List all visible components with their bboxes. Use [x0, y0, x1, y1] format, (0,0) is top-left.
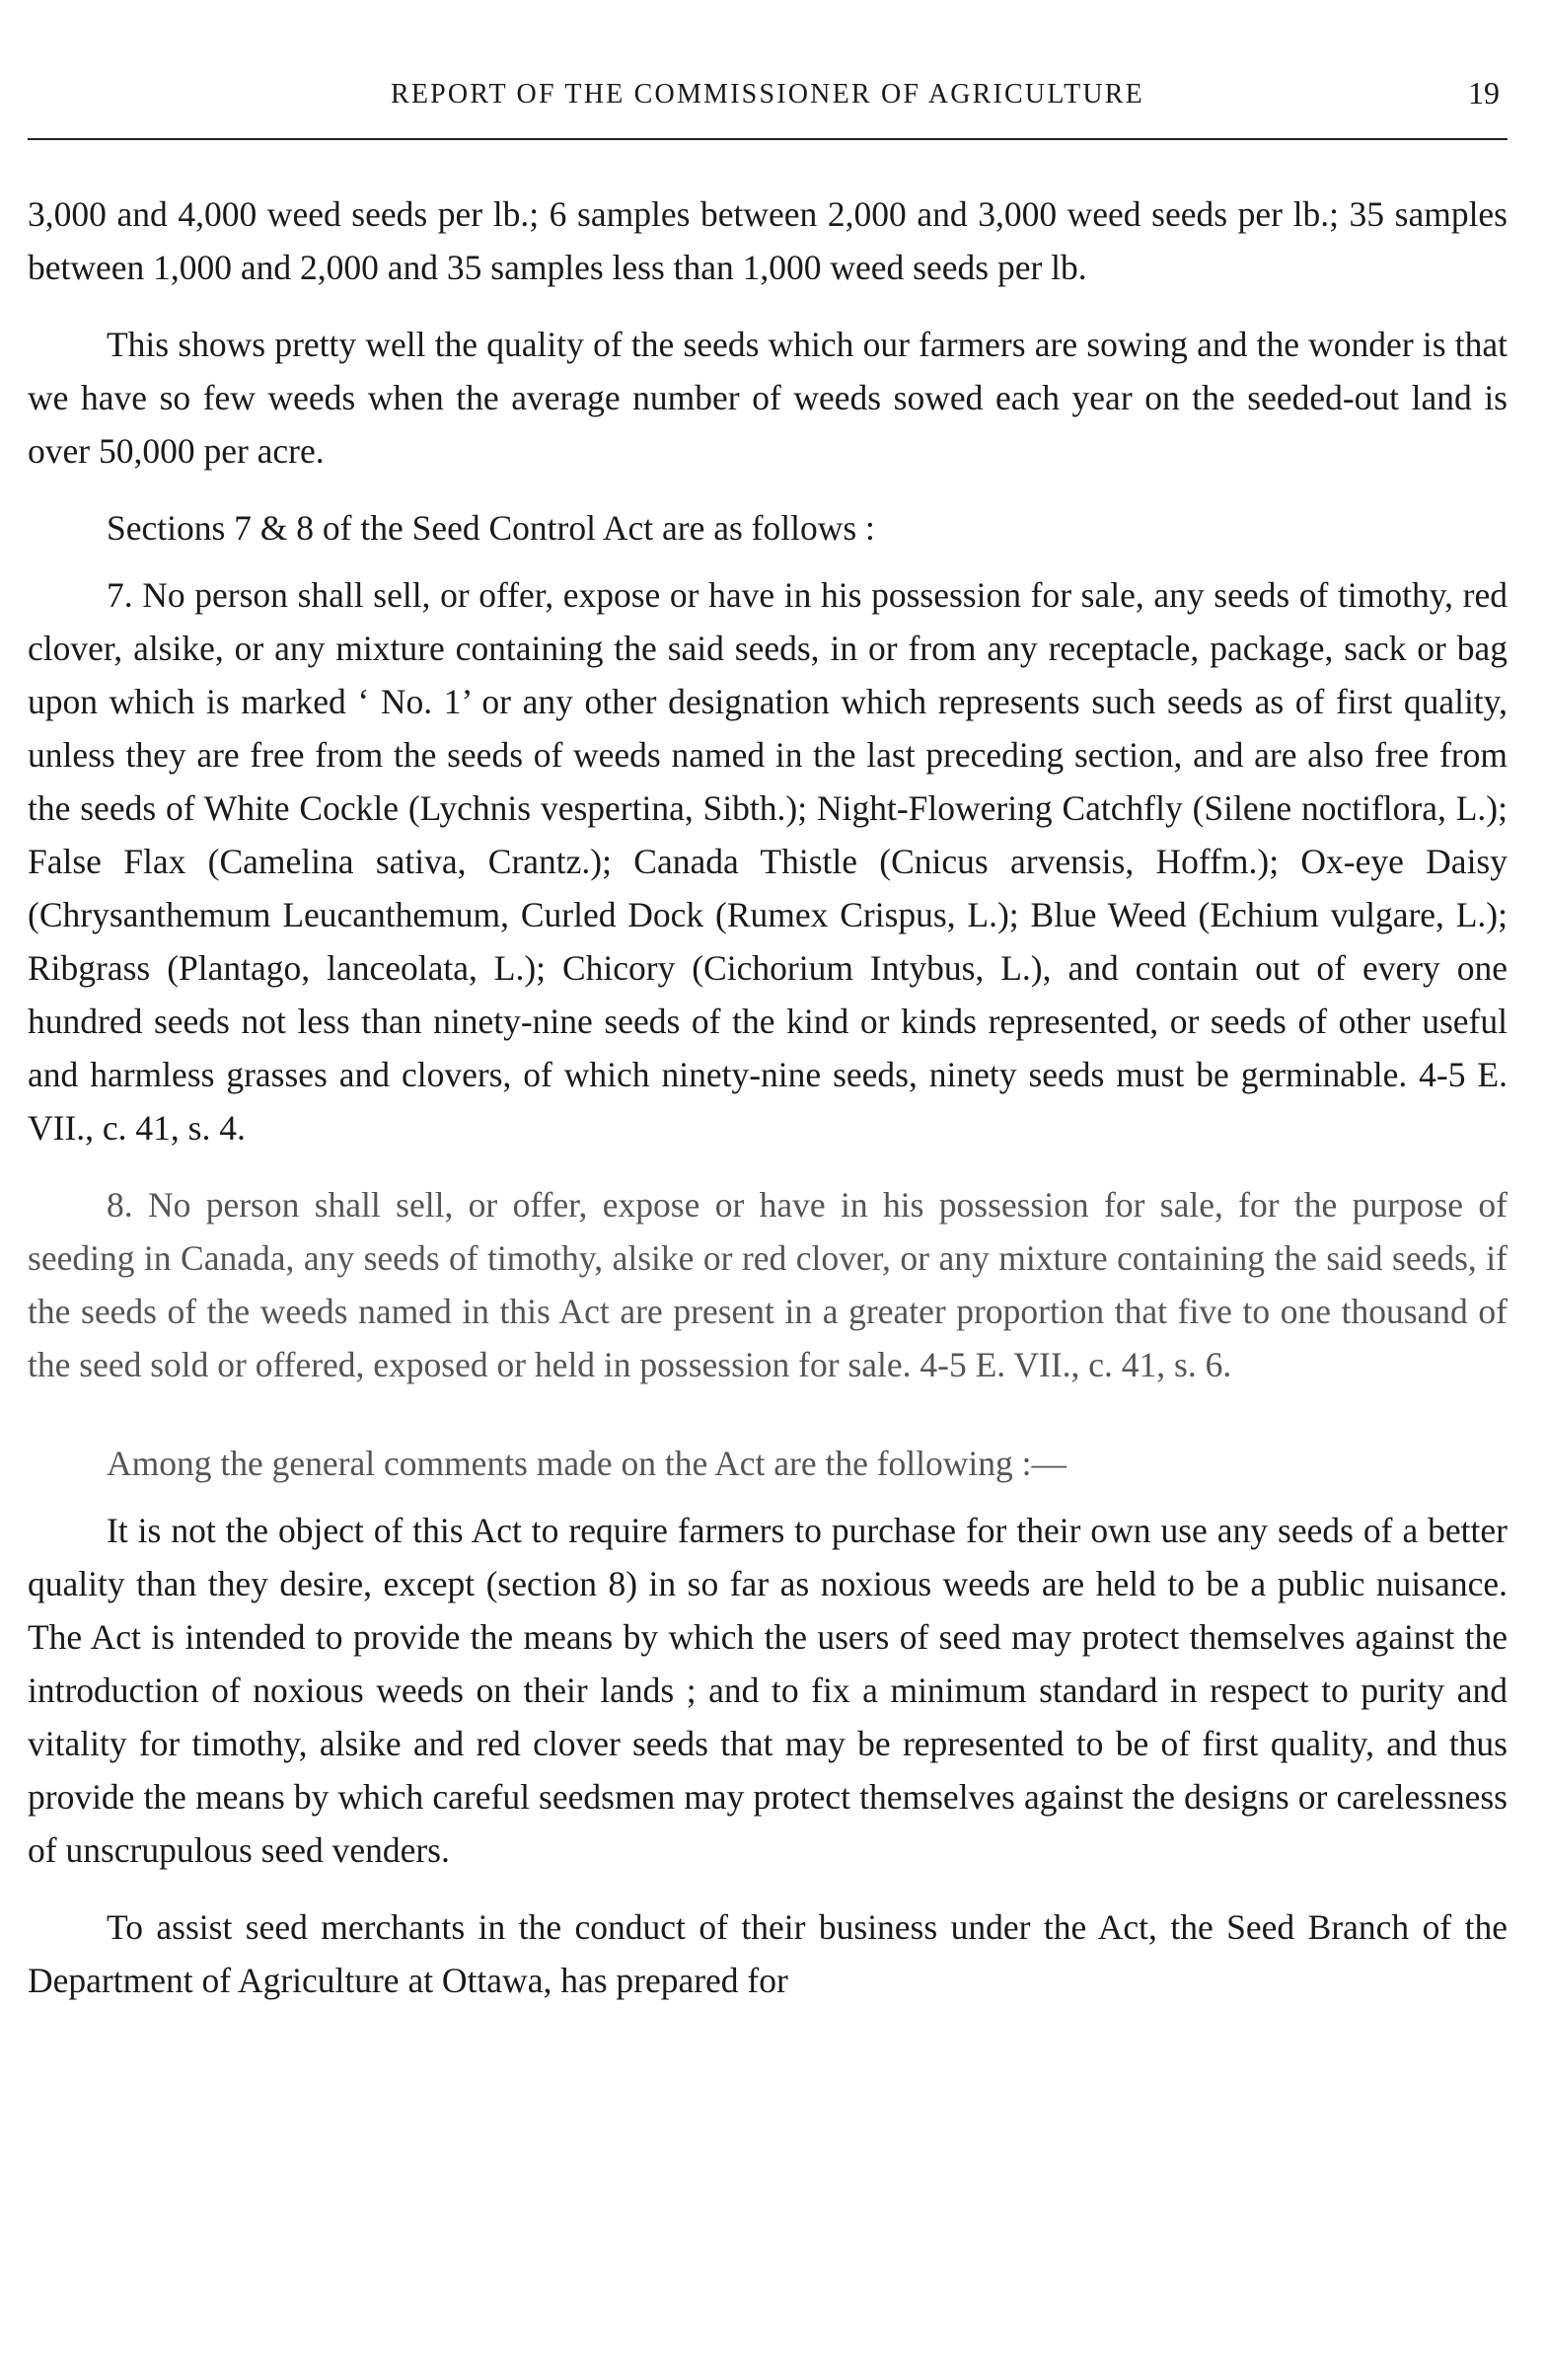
page-number: 19 — [1468, 75, 1500, 111]
running-title: REPORT OF THE COMMISSIONER OF AGRICULTURE — [390, 79, 1144, 110]
paragraph-section-7: 7. No person shall sell, or offer, expose or have in his possession for sale, any seeds of timothy, red clover, alsike, or any mixture containing the said seeds, in or from any receptacle, package, sack or bag upon which is marked ‘ No. 1’ or any other designation which represents such seeds as of first quality, unless they are free from the seeds of weeds named in the last preceding section, and are also free from the seeds of White Cockle (Lychnis vespertina, Sibth.); Night-Flowering Catchfly (Silene noctiflora, L.); False Flax (Camelina sativa, Crantz.); Canada Thistle (Cnicus arvensis, Hoffm.); Ox-eye Daisy (Chrysanthemum Leucanthemum, Curled Dock (Rumex Crispus, L.); Blue Weed (Echium vulgare, L.); Ribgrass (Plantago, lanceolata, L.); Chicory (Cichorium Intybus, L.), and contain out of every one hundred seeds not less than ninety-nine seeds of the kind or kinds represented, or seeds of other useful and harmless grasses and clovers, of which ninety-nine seeds, ninety seeds must be germinable. 4-5 E. VII., c. 41, s. 4. — [28, 575, 1508, 1148]
header-rule — [28, 138, 1508, 140]
body-text — [28, 187, 1508, 2007]
paragraph-seed-branch: To assist seed merchants in the conduct of their business under the Act, the Seed Branch of the Department of Agriculture at Ottawa, has prepared for — [28, 1907, 1508, 2000]
paragraph-act-object: It is not the object of this Act to require farmers to purchase for their own use any seeds of a better quality than they desire, except (section 8) in so far as noxious weeds are held to be a public nuisance. The Act is intended to provide the means by which the users of seed may protect themselves against the introduction of noxious weeds on their lands ; and to fix a minimum standard in respect to purity and vitality for timothy, alsike and red clover seeds that may be represented to be of first quality, and thus provide the means by which careful seedsmen may protect themselves against the designs or carelessness of unscrupulous seed venders. — [28, 1511, 1508, 1870]
paragraph-sections-intro: Sections 7 & 8 of the Seed Control Act are as follows : — [107, 508, 875, 548]
paragraph-comments-intro: Among the general comments made on the Act are the following :— — [107, 1444, 1067, 1483]
page-header — [28, 71, 1508, 140]
paragraph-section-8: 8. No person shall sell, or offer, expose or have in his possession for sale, for the purpose of seeding in Canada, any seeds of timothy, alsike or red clover, or any mixture containing the said seeds, if the seeds of the weeds named in this Act are present in a greater proportion that five to one thousand of the seed sold or offered, exposed or held in possession for sale. 4-5 E. VII., c. 41, s. 6. — [28, 1185, 1508, 1384]
paragraph-weed-seed-counts: 3,000 and 4,000 weed seeds per lb.; 6 samples between 2,000 and 3,000 weed seeds per lb.; 35 samples between 1,000 and 2,000 and 35 samples less than 1,000 weed seeds per lb. — [28, 194, 1508, 287]
paragraph-seed-quality: This shows pretty well the quality of the seeds which our farmers are sowing and the wonder is that we have so few weeds when the average number of weeds sowed each year on the seeded-out land is over 50,000 per acre. — [28, 325, 1508, 471]
